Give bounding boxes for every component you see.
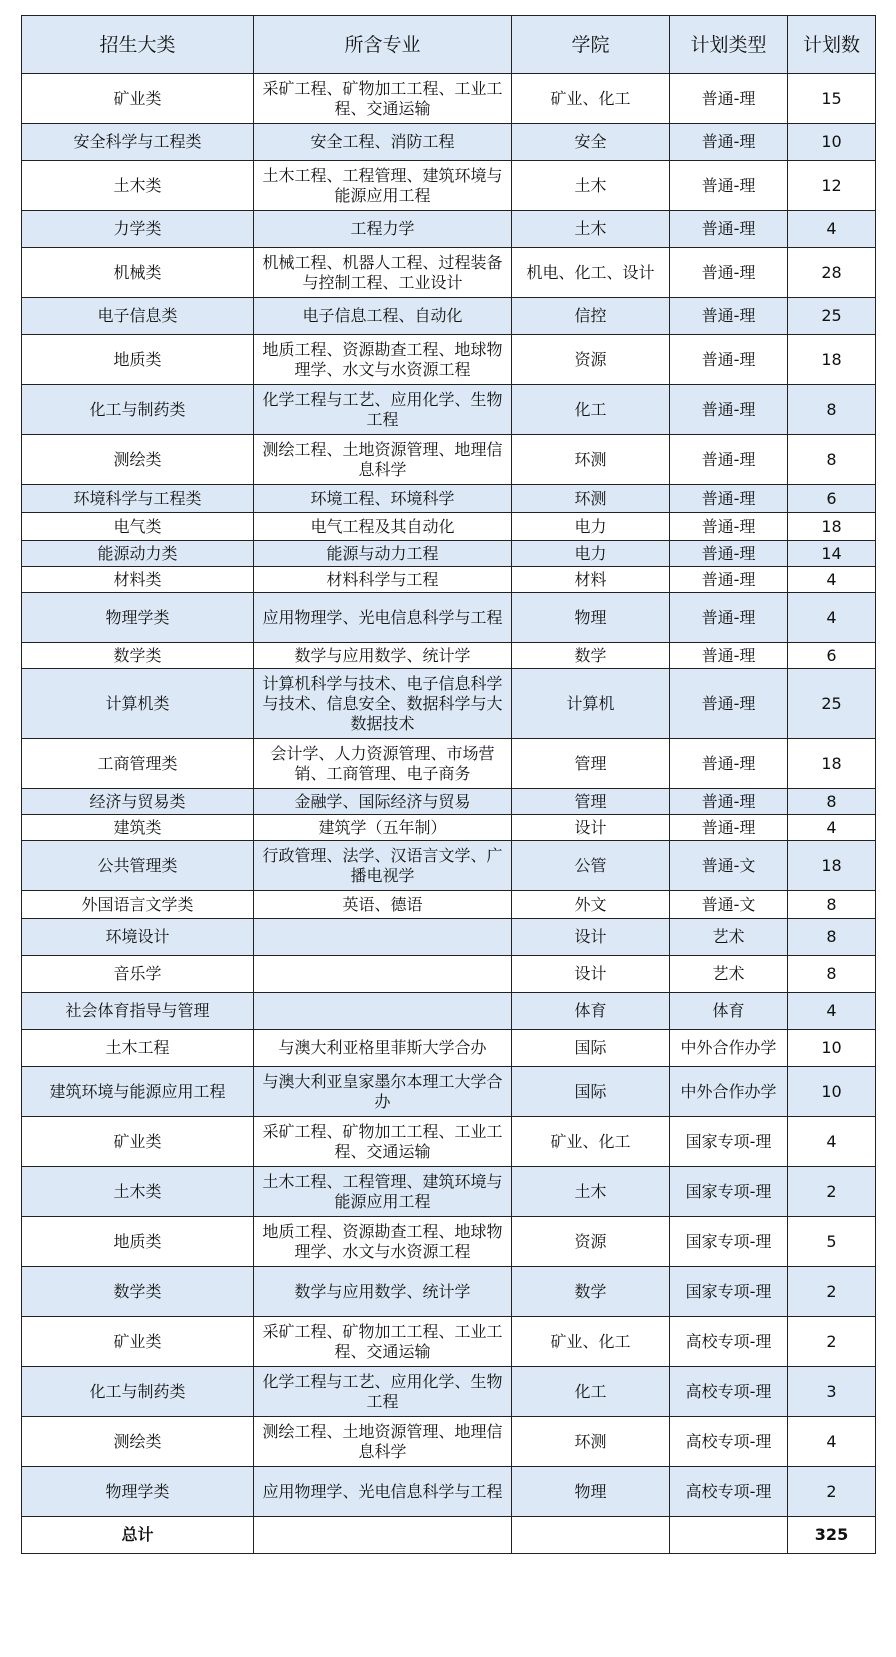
- cell-plan-count: 6: [788, 643, 876, 669]
- cell-college: 土木: [512, 211, 670, 248]
- cell-college: 数学: [512, 1267, 670, 1317]
- table-row: [22, 1167, 876, 1217]
- enrollment-plan-table-container: [21, 15, 876, 1554]
- cell-category: 外国语言文学类: [22, 891, 254, 919]
- table-row: [22, 1317, 876, 1367]
- cell-college: 矿业、化工: [512, 74, 670, 124]
- cell-plan-count: 12: [788, 161, 876, 211]
- cell-category: 测绘类: [22, 435, 254, 485]
- cell-category: 安全科学与工程类: [22, 124, 254, 161]
- cell-plan-count: 10: [788, 124, 876, 161]
- cell-category: 能源动力类: [22, 541, 254, 567]
- cell-category: 电气类: [22, 513, 254, 541]
- cell-category: 矿业类: [22, 1117, 254, 1167]
- cell-plan-type: 国家专项-理: [670, 1217, 788, 1267]
- cell-college: 矿业、化工: [512, 1117, 670, 1167]
- cell-majors: 地质工程、资源勘查工程、地球物理学、水文与水资源工程: [254, 335, 512, 385]
- cell-category: 化工与制药类: [22, 385, 254, 435]
- cell-plan-type: 高校专项-理: [670, 1317, 788, 1367]
- cell-category: 力学类: [22, 211, 254, 248]
- cell-plan-count: 15: [788, 74, 876, 124]
- cell-majors: 与澳大利亚皇家墨尔本理工大学合办: [254, 1067, 512, 1117]
- cell-plan-type: 国家专项-理: [670, 1267, 788, 1317]
- cell-majors: 采矿工程、矿物加工工程、工业工程、交通运输: [254, 1317, 512, 1367]
- cell-majors: 电子信息工程、自动化: [254, 298, 512, 335]
- enrollment-plan-table: [21, 15, 876, 1554]
- table-row: [22, 815, 876, 841]
- total-empty-college: [512, 1517, 670, 1554]
- table-row: [22, 1367, 876, 1417]
- cell-majors: 会计学、人力资源管理、市场营销、工商管理、电子商务: [254, 739, 512, 789]
- cell-category: 物理学类: [22, 1467, 254, 1517]
- cell-category: 物理学类: [22, 593, 254, 643]
- cell-college: 资源: [512, 1217, 670, 1267]
- cell-plan-type: 普通-理: [670, 789, 788, 815]
- cell-majors: [254, 993, 512, 1030]
- cell-plan-type: 普通-理: [670, 248, 788, 298]
- cell-majors: 数学与应用数学、统计学: [254, 1267, 512, 1317]
- header-majors: 所含专业: [254, 16, 512, 74]
- cell-plan-type: 艺术: [670, 919, 788, 956]
- cell-majors: [254, 956, 512, 993]
- cell-majors: 环境工程、环境科学: [254, 485, 512, 513]
- cell-plan-type: 普通-理: [670, 513, 788, 541]
- table-row: [22, 669, 876, 739]
- cell-college: 管理: [512, 739, 670, 789]
- header-plan-type: 计划类型: [670, 16, 788, 74]
- table-row: [22, 841, 876, 891]
- cell-category: 社会体育指导与管理: [22, 993, 254, 1030]
- cell-college: 材料: [512, 567, 670, 593]
- cell-majors: 土木工程、工程管理、建筑环境与能源应用工程: [254, 1167, 512, 1217]
- cell-category: 环境科学与工程类: [22, 485, 254, 513]
- cell-college: 环测: [512, 1417, 670, 1467]
- cell-plan-count: 8: [788, 789, 876, 815]
- cell-college: 物理: [512, 1467, 670, 1517]
- cell-plan-type: 普通-理: [670, 298, 788, 335]
- total-empty-majors: [254, 1517, 512, 1554]
- cell-majors: 应用物理学、光电信息科学与工程: [254, 593, 512, 643]
- table-row: [22, 74, 876, 124]
- cell-plan-type: 普通-理: [670, 74, 788, 124]
- cell-plan-count: 2: [788, 1267, 876, 1317]
- cell-college: 矿业、化工: [512, 1317, 670, 1367]
- cell-category: 矿业类: [22, 1317, 254, 1367]
- table-row: [22, 1417, 876, 1467]
- cell-college: 化工: [512, 385, 670, 435]
- cell-plan-count: 18: [788, 513, 876, 541]
- cell-majors: 安全工程、消防工程: [254, 124, 512, 161]
- total-empty-type: [670, 1517, 788, 1554]
- cell-category: 地质类: [22, 335, 254, 385]
- cell-majors: 土木工程、工程管理、建筑环境与能源应用工程: [254, 161, 512, 211]
- cell-plan-count: 4: [788, 1417, 876, 1467]
- table-row: [22, 335, 876, 385]
- cell-category: 电子信息类: [22, 298, 254, 335]
- table-row: [22, 643, 876, 669]
- table-body: [22, 74, 876, 1554]
- table-row: [22, 124, 876, 161]
- cell-college: 土木: [512, 1167, 670, 1217]
- cell-majors: 金融学、国际经济与贸易: [254, 789, 512, 815]
- cell-college: 资源: [512, 335, 670, 385]
- cell-plan-count: 4: [788, 815, 876, 841]
- cell-plan-type: 普通-理: [670, 541, 788, 567]
- cell-majors: 地质工程、资源勘查工程、地球物理学、水文与水资源工程: [254, 1217, 512, 1267]
- cell-plan-count: 4: [788, 567, 876, 593]
- cell-college: 设计: [512, 919, 670, 956]
- cell-plan-count: 4: [788, 211, 876, 248]
- cell-plan-count: 10: [788, 1030, 876, 1067]
- cell-college: 体育: [512, 993, 670, 1030]
- cell-college: 土木: [512, 161, 670, 211]
- cell-plan-type: 普通-理: [670, 161, 788, 211]
- cell-plan-count: 10: [788, 1067, 876, 1117]
- cell-plan-type: 普通-理: [670, 435, 788, 485]
- cell-category: 数学类: [22, 643, 254, 669]
- cell-plan-type: 高校专项-理: [670, 1467, 788, 1517]
- cell-majors: 数学与应用数学、统计学: [254, 643, 512, 669]
- cell-majors: 建筑学（五年制）: [254, 815, 512, 841]
- cell-college: 设计: [512, 815, 670, 841]
- cell-plan-type: 国家专项-理: [670, 1117, 788, 1167]
- header-plan-count: 计划数: [788, 16, 876, 74]
- cell-plan-count: 18: [788, 335, 876, 385]
- cell-college: 机电、化工、设计: [512, 248, 670, 298]
- cell-college: 安全: [512, 124, 670, 161]
- table-header-row: [22, 16, 876, 74]
- cell-plan-count: 2: [788, 1317, 876, 1367]
- total-label: 总计: [22, 1517, 254, 1554]
- cell-plan-count: 2: [788, 1167, 876, 1217]
- table-row: [22, 385, 876, 435]
- cell-majors: 采矿工程、矿物加工工程、工业工程、交通运输: [254, 1117, 512, 1167]
- cell-plan-count: 18: [788, 739, 876, 789]
- cell-plan-type: 高校专项-理: [670, 1417, 788, 1467]
- cell-plan-count: 3: [788, 1367, 876, 1417]
- cell-category: 机械类: [22, 248, 254, 298]
- table-row: [22, 956, 876, 993]
- cell-plan-count: 25: [788, 298, 876, 335]
- cell-majors: 化学工程与工艺、应用化学、生物工程: [254, 1367, 512, 1417]
- cell-plan-count: 4: [788, 1117, 876, 1167]
- cell-plan-count: 4: [788, 993, 876, 1030]
- cell-majors: 材料科学与工程: [254, 567, 512, 593]
- table-row: [22, 541, 876, 567]
- cell-plan-count: 8: [788, 956, 876, 993]
- cell-plan-type: 普通-文: [670, 891, 788, 919]
- table-row: [22, 161, 876, 211]
- cell-category: 化工与制药类: [22, 1367, 254, 1417]
- cell-category: 工商管理类: [22, 739, 254, 789]
- table-row: [22, 1217, 876, 1267]
- cell-plan-type: 高校专项-理: [670, 1367, 788, 1417]
- cell-plan-type: 普通-理: [670, 593, 788, 643]
- cell-category: 计算机类: [22, 669, 254, 739]
- cell-college: 电力: [512, 513, 670, 541]
- total-count: 325: [788, 1517, 876, 1554]
- cell-college: 设计: [512, 956, 670, 993]
- cell-category: 数学类: [22, 1267, 254, 1317]
- cell-college: 计算机: [512, 669, 670, 739]
- cell-college: 管理: [512, 789, 670, 815]
- cell-plan-type: 普通-理: [670, 669, 788, 739]
- cell-college: 化工: [512, 1367, 670, 1417]
- cell-plan-type: 普通-文: [670, 841, 788, 891]
- cell-plan-type: 普通-理: [670, 335, 788, 385]
- cell-category: 环境设计: [22, 919, 254, 956]
- table-row: [22, 1267, 876, 1317]
- cell-majors: 机械工程、机器人工程、过程装备与控制工程、工业设计: [254, 248, 512, 298]
- table-row: [22, 513, 876, 541]
- cell-plan-type: 普通-理: [670, 211, 788, 248]
- cell-majors: 化学工程与工艺、应用化学、生物工程: [254, 385, 512, 435]
- cell-majors: 采矿工程、矿物加工工程、工业工程、交通运输: [254, 74, 512, 124]
- cell-college: 信控: [512, 298, 670, 335]
- cell-majors: 测绘工程、土地资源管理、地理信息科学: [254, 435, 512, 485]
- cell-category: 建筑环境与能源应用工程: [22, 1067, 254, 1117]
- cell-category: 土木类: [22, 1167, 254, 1217]
- cell-college: 数学: [512, 643, 670, 669]
- table-row: [22, 593, 876, 643]
- cell-category: 矿业类: [22, 74, 254, 124]
- table-row: [22, 211, 876, 248]
- cell-plan-type: 中外合作办学: [670, 1030, 788, 1067]
- cell-category: 土木工程: [22, 1030, 254, 1067]
- cell-plan-count: 8: [788, 435, 876, 485]
- header-college: 学院: [512, 16, 670, 74]
- cell-college: 环测: [512, 485, 670, 513]
- table-row: [22, 298, 876, 335]
- table-row: [22, 248, 876, 298]
- cell-plan-count: 8: [788, 891, 876, 919]
- cell-plan-count: 18: [788, 841, 876, 891]
- cell-majors: 行政管理、法学、汉语言文学、广播电视学: [254, 841, 512, 891]
- table-row: [22, 435, 876, 485]
- table-row: [22, 891, 876, 919]
- cell-majors: 英语、德语: [254, 891, 512, 919]
- cell-majors: 计算机科学与技术、电子信息科学与技术、信息安全、数据科学与大数据技术: [254, 669, 512, 739]
- total-row: [22, 1517, 876, 1554]
- cell-college: 公管: [512, 841, 670, 891]
- cell-category: 经济与贸易类: [22, 789, 254, 815]
- cell-plan-type: 普通-理: [670, 124, 788, 161]
- cell-plan-count: 5: [788, 1217, 876, 1267]
- cell-plan-type: 普通-理: [670, 643, 788, 669]
- cell-majors: [254, 919, 512, 956]
- cell-majors: 与澳大利亚格里菲斯大学合办: [254, 1030, 512, 1067]
- table-row: [22, 485, 876, 513]
- table-row: [22, 1067, 876, 1117]
- cell-plan-count: 8: [788, 919, 876, 956]
- cell-college: 电力: [512, 541, 670, 567]
- table-row: [22, 993, 876, 1030]
- cell-majors: 能源与动力工程: [254, 541, 512, 567]
- cell-plan-type: 体育: [670, 993, 788, 1030]
- cell-plan-count: 6: [788, 485, 876, 513]
- cell-plan-count: 25: [788, 669, 876, 739]
- cell-plan-type: 普通-理: [670, 567, 788, 593]
- cell-category: 音乐学: [22, 956, 254, 993]
- cell-majors: 测绘工程、土地资源管理、地理信息科学: [254, 1417, 512, 1467]
- cell-category: 地质类: [22, 1217, 254, 1267]
- cell-college: 外文: [512, 891, 670, 919]
- cell-plan-count: 2: [788, 1467, 876, 1517]
- cell-plan-type: 普通-理: [670, 739, 788, 789]
- cell-college: 环测: [512, 435, 670, 485]
- table-row: [22, 789, 876, 815]
- cell-majors: 电气工程及其自动化: [254, 513, 512, 541]
- cell-category: 测绘类: [22, 1417, 254, 1467]
- cell-plan-count: 28: [788, 248, 876, 298]
- cell-category: 土木类: [22, 161, 254, 211]
- cell-college: 国际: [512, 1067, 670, 1117]
- table-row: [22, 739, 876, 789]
- cell-plan-count: 8: [788, 385, 876, 435]
- cell-plan-count: 4: [788, 593, 876, 643]
- cell-majors: 应用物理学、光电信息科学与工程: [254, 1467, 512, 1517]
- table-row: [22, 1117, 876, 1167]
- cell-plan-type: 国家专项-理: [670, 1167, 788, 1217]
- cell-category: 建筑类: [22, 815, 254, 841]
- cell-category: 公共管理类: [22, 841, 254, 891]
- cell-college: 物理: [512, 593, 670, 643]
- table-row: [22, 919, 876, 956]
- table-row: [22, 567, 876, 593]
- cell-plan-type: 艺术: [670, 956, 788, 993]
- cell-plan-type: 中外合作办学: [670, 1067, 788, 1117]
- cell-plan-count: 14: [788, 541, 876, 567]
- cell-college: 国际: [512, 1030, 670, 1067]
- header-category: 招生大类: [22, 16, 254, 74]
- cell-plan-type: 普通-理: [670, 485, 788, 513]
- cell-plan-type: 普通-理: [670, 385, 788, 435]
- table-row: [22, 1467, 876, 1517]
- table-row: [22, 1030, 876, 1067]
- cell-majors: 工程力学: [254, 211, 512, 248]
- cell-category: 材料类: [22, 567, 254, 593]
- cell-plan-type: 普通-理: [670, 815, 788, 841]
